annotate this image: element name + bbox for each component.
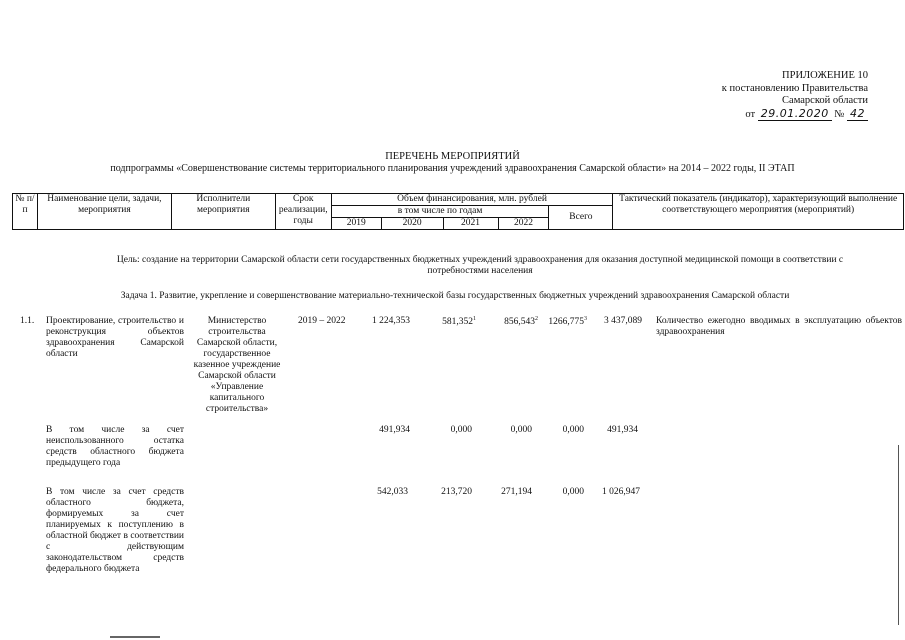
- header-term: Срок реализации, годы: [275, 194, 331, 230]
- header-name: Наименование цели, задачи, мероприятия: [37, 194, 171, 230]
- row-name: Проектирование, строительство и реконструкция объектов здравоохранения Самарской области: [46, 316, 184, 359]
- annex-date: 29.01.2020: [758, 107, 832, 121]
- row2-name: В том числе за счет неиспользованного остатка средств областного бюджета предыдущего года: [46, 425, 184, 468]
- header-num: № п/п: [13, 194, 38, 230]
- row2-2021: 0,000: [510, 425, 532, 435]
- row3-2020: 213,720: [441, 487, 472, 497]
- row2-2022: 0,000: [562, 425, 584, 435]
- header-indicator: Тактический показатель (индикатор), характеризующий выполнение соответствующего мероприятия (мероприятий): [613, 194, 904, 230]
- row1-2022: 1266,775$^3$: [548, 316, 587, 328]
- annex-line2: к постановлению Правительства: [721, 82, 868, 94]
- header-year-2020: 2020: [381, 218, 443, 230]
- row2-2019: 491,934: [379, 425, 410, 435]
- row3-total: 1 026,947: [602, 487, 640, 497]
- row-term: 2019 – 2022: [298, 316, 346, 326]
- annex-number-label: №: [834, 108, 845, 120]
- document-subtitle: подпрограммы «Совершенствование системы территориального планирования учреждений здравоохранения Самарской области» на 2014 – 2022 годы, II ЭТАП: [110, 163, 795, 174]
- row-executor: Министерство строительства Самарской области, государственное казенное учреждение Самарской области «Управление капитального строительства»: [193, 316, 281, 414]
- row3-name: В том числе за счет средств областного бюджета, формируемых за счет планируемых к поступлению в областной бюджет в соответствии с действующим законодательством средств федерального бюджета: [46, 487, 184, 574]
- row-indicator: Количество ежегодно вводимых в эксплуатацию объектов здравоохранения: [656, 316, 902, 337]
- task-heading: Задача 1. Развитие, укрепление и совершенствование материально-технической базы государственных бюджетных учреждений здравоохранения Самарской области: [120, 291, 790, 301]
- header-year-2019: 2019: [331, 218, 381, 230]
- row3-2022: 0,000: [562, 487, 584, 497]
- header-year-2021: 2021: [443, 218, 498, 230]
- goal-text: Цель: создание на территории Самарской области сети государственных бюджетных учреждений здравоохранения для оказания доступной медицинской помощи в соответствии с потребностями населения: [116, 255, 844, 276]
- annex-line3: Самарской области: [782, 95, 868, 106]
- scan-bottom-mark: [110, 636, 160, 638]
- header-financing: Объем финансирования, млн. рублей: [331, 194, 613, 206]
- header-total: Всего: [549, 206, 613, 230]
- annex-title: ПРИЛОЖЕНИЕ 10: [782, 70, 868, 81]
- scan-edge-line: [898, 445, 899, 625]
- annex-from-label: от: [745, 108, 756, 120]
- header-executors: Исполнители мероприятия: [171, 194, 275, 230]
- header-by-years: в том числе по годам: [331, 206, 549, 218]
- row2-2020: 0,000: [450, 425, 472, 435]
- row2-total: 491,934: [607, 425, 638, 435]
- row-number: 1.1.: [20, 316, 35, 326]
- annex-date-line: [668, 108, 868, 122]
- row1-2021: 856,543$^2$: [504, 316, 538, 328]
- header-year-2022: 2022: [498, 218, 549, 230]
- annex-block: [668, 70, 868, 121]
- annex-number: 42: [847, 107, 868, 121]
- document-title: ПЕРЕЧЕНЬ МЕРОПРИЯТИЙ: [385, 151, 520, 162]
- row1-2019: 1 224,353: [372, 316, 410, 326]
- row3-2021: 271,194: [501, 487, 532, 497]
- table-header: [12, 193, 904, 230]
- row1-total: 3 437,089: [604, 316, 642, 326]
- row1-2020: 581,352$^1$: [442, 316, 476, 328]
- row3-2019: 542,033: [377, 487, 408, 497]
